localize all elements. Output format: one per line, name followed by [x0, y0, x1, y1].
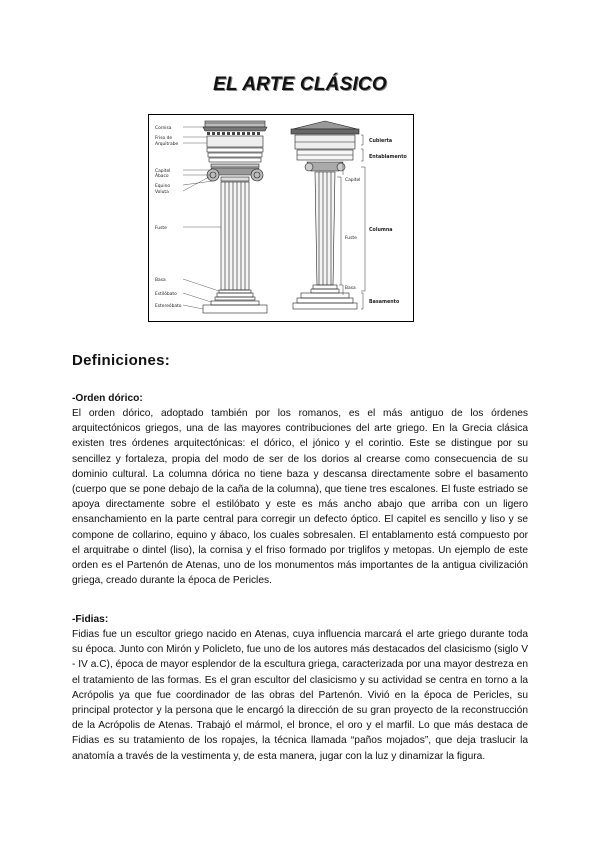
diagram-label-fuste: Fuste	[155, 226, 167, 231]
diagram-label-basa-right: Basa	[345, 286, 356, 291]
diagram-label-capitel-right: Capitel	[345, 178, 361, 183]
section-title-orden-dorico: -Orden dórico:	[72, 393, 143, 404]
diagram-label-capitel: Capitel	[155, 169, 171, 174]
diagram-label-estilobato: Estilóbato	[155, 292, 177, 297]
document-title: EL ARTE CLÁSICO	[213, 74, 387, 95]
diagram-label-cornisa: Cornisa	[155, 126, 172, 131]
diagram-label-basa: Basa	[155, 278, 166, 283]
diagram-label-estereobato: Estereóbato	[155, 304, 182, 309]
diagram-label-entablamento: Entablamento	[369, 155, 407, 160]
diagram-label-voluta: Voluta	[155, 190, 169, 195]
diagram-label-fuste-right: Fuste	[345, 236, 357, 241]
section-title-fidias: -Fidias:	[72, 614, 109, 625]
diagram-label-cubierta: Cubierta	[369, 139, 393, 144]
diagram-label-equino: Equino	[155, 184, 171, 189]
column-diagram	[148, 114, 414, 322]
column-diagram-drawing	[149, 115, 413, 321]
diagram-label-arquitrabe: Arquitrabe	[155, 142, 179, 147]
diagram-label-abaco: Ábaco	[155, 174, 169, 179]
section-heading: Definiciones:	[72, 352, 171, 369]
diagram-label-columna: Columna	[369, 228, 393, 233]
section-text-orden-dorico: El orden dórico, adoptado también por los romanos, es el más antiguo de los órdenes arquitectónicos griegos, una de las mayores contribuciones del arte griego. En la Grecia clásica existen tres órdenes arquitectónicas: el dórico, el jónico y el corintio. Este se distingue por su sencillez y fortaleza, propia del modo de ser de los dorios al crearse como consecuencia de su dominio cultural. La columna dórica no tiene baza y descansa directamente sobre el basamento (cuerpo que se pone debajo de la caña de la columna), que tiene tres escalones. El fuste estriado se apoya directamente sobre el estilóbato y este es más ancho abajo que arriba con un ligero ensanchamiento en la parte central para corregir un defecto óptico. El capitel es sencillo y liso y se compone de collarino, equino y ábaco, los cuales sobresalen. El entablamento está compuesto por el arquitrabe o dintel (liso), la cornisa y el friso formado por triglifos y metopas. Un ejemplo de este orden es el Partenón de Atenas, uno de los monumentos más importantes de la antigua civilización griega, creado durante la época de Pericles.	[72, 408, 528, 587]
diagram-label-basamento: Basamento	[369, 300, 400, 305]
diagram-label-friso: Friso de	[155, 136, 173, 141]
section-text-fidias: Fidias fue un escultor griego nacido en Atenas, cuya influencia marcará el arte griego durante toda su época. Junto con Mirón y Policleto, fue uno de los autores más destacados del clasicismo (siglo V - IV a.C), época de mayor esplendor de la escultura griega, caracterizada por una mayor destreza en el tratamiento de las formas. Es el gran escultor del clasicismo y su actividad se centra en torno a la Acrópolis ya que fue coordinador de las obras del Partenón. Vivió en la época de Pericles, su principal protector y la persona que le encargó la dirección de su gran proyecto de la reconstrucción de la Acrópolis de Atenas. Trabajó el mármol, el bronce, el oro y el marfil. Lo que más destaca de Fidias es su tratamiento de los ropajes, la técnica llamada “paños mojados”, que deja traslucir la anatomía a través de la vestimenta y, de esta manera, jugar con la luz y dinamizar la figura.	[72, 629, 528, 762]
